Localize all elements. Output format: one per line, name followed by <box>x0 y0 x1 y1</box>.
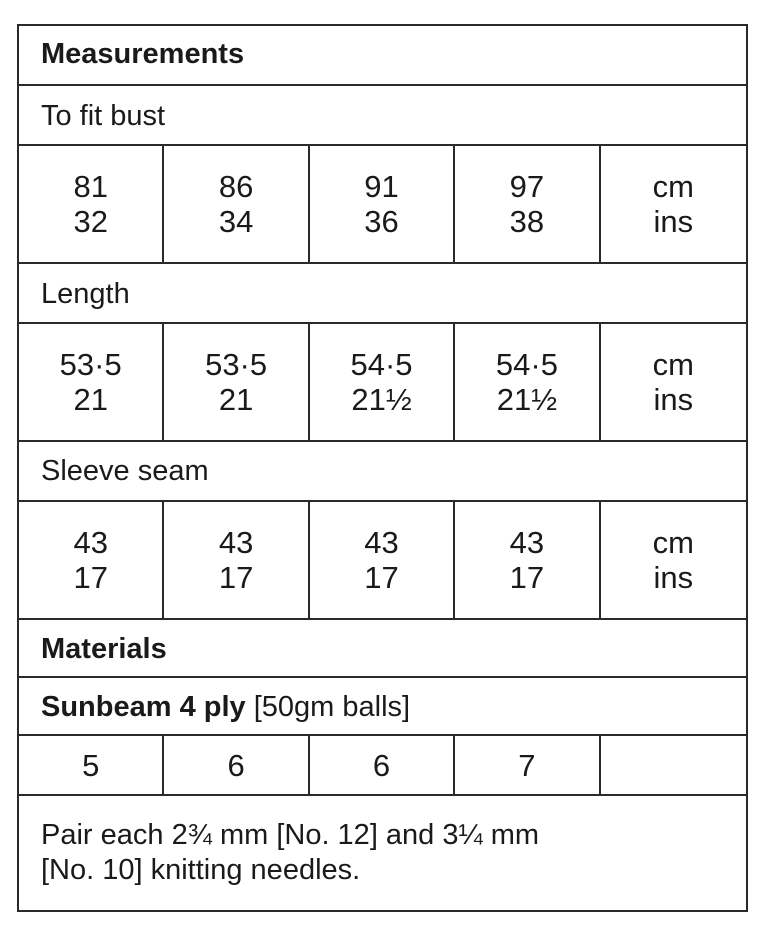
pattern-measurements-table <box>17 24 748 912</box>
yarn-quantity-blank <box>601 736 746 794</box>
sleeve-unit-cm: cm <box>652 525 694 560</box>
length-size-2 <box>164 324 309 440</box>
needles-line-1: Pair each 2¾ mm [No. 12] and 3¼ mm <box>41 819 540 851</box>
materials-heading: Materials <box>41 633 167 665</box>
bust-size-3-ins: 36 <box>364 204 399 239</box>
sleeve-units <box>601 502 746 618</box>
bust-size-2-cm: 86 <box>218 169 254 204</box>
length-size-3-cm: 54·5 <box>350 347 413 382</box>
length-size-3-ins: 21½ <box>351 382 412 417</box>
bust-size-3-cm: 91 <box>364 169 399 204</box>
needles-row <box>19 796 746 910</box>
length-label-row <box>19 264 746 324</box>
sleeve-unit-ins: ins <box>653 560 694 595</box>
length-size-1-cm: 53·5 <box>59 347 122 382</box>
sleeve-label-row <box>19 442 746 502</box>
yarn-unit: [50gm balls] <box>253 691 411 723</box>
needles-note <box>41 818 721 888</box>
length-values-row <box>19 324 746 442</box>
yarn-quantity-1: 5 <box>19 736 164 794</box>
sleeve-size-2 <box>164 502 309 618</box>
sleeve-size-3 <box>310 502 455 618</box>
yarn-quantity-4: 7 <box>455 736 600 794</box>
length-size-4 <box>455 324 600 440</box>
measurements-heading-row <box>19 26 746 86</box>
length-size-1 <box>19 324 164 440</box>
yarn-quantity-3: 6 <box>310 736 455 794</box>
yarn-name: Sunbeam 4 ply <box>41 691 246 723</box>
yarn-label <box>41 693 410 722</box>
bust-size-3 <box>310 146 455 262</box>
length-size-2-cm: 53·5 <box>205 347 268 382</box>
bust-units <box>601 146 746 262</box>
sleeve-size-1 <box>19 502 164 618</box>
bust-label-row <box>19 86 746 146</box>
bust-unit-ins: ins <box>653 204 694 239</box>
sleeve-size-4 <box>455 502 600 618</box>
sleeve-values-row <box>19 502 746 620</box>
sleeve-size-2-ins: 17 <box>218 560 254 595</box>
yarn-row <box>19 678 746 736</box>
sleeve-label: Sleeve seam <box>41 455 209 487</box>
length-size-4-cm: 54·5 <box>495 347 558 382</box>
sleeve-size-4-cm: 43 <box>509 525 545 560</box>
bust-size-1-ins: 32 <box>73 204 108 239</box>
bust-size-2-ins: 34 <box>218 204 254 239</box>
yarn-quantity-2: 6 <box>164 736 309 794</box>
materials-heading-row <box>19 620 746 678</box>
bust-size-1 <box>19 146 164 262</box>
bust-values-row <box>19 146 746 264</box>
bust-size-1-cm: 81 <box>73 169 108 204</box>
sleeve-size-4-ins: 17 <box>509 560 545 595</box>
length-size-2-ins: 21 <box>218 382 254 417</box>
needles-line-2: [No. 10] knitting needles. <box>41 854 361 886</box>
length-size-4-ins: 21½ <box>496 382 558 417</box>
yarn-quantities-row <box>19 736 746 796</box>
sleeve-size-1-cm: 43 <box>73 525 108 560</box>
length-size-1-ins: 21 <box>73 382 108 417</box>
length-units <box>601 324 746 440</box>
sleeve-size-2-cm: 43 <box>218 525 254 560</box>
length-size-3 <box>310 324 455 440</box>
bust-size-4 <box>455 146 600 262</box>
sleeve-size-3-cm: 43 <box>364 525 399 560</box>
bust-size-2 <box>164 146 309 262</box>
bust-unit-cm: cm <box>652 169 694 204</box>
sleeve-size-3-ins: 17 <box>364 560 399 595</box>
length-unit-ins: ins <box>653 382 694 417</box>
bust-size-4-cm: 97 <box>509 169 545 204</box>
bust-size-4-ins: 38 <box>509 204 545 239</box>
bust-label: To fit bust <box>41 100 166 132</box>
sleeve-size-1-ins: 17 <box>73 560 108 595</box>
length-label: Length <box>41 278 130 310</box>
measurements-heading: Measurements <box>41 38 245 70</box>
length-unit-cm: cm <box>652 347 694 382</box>
